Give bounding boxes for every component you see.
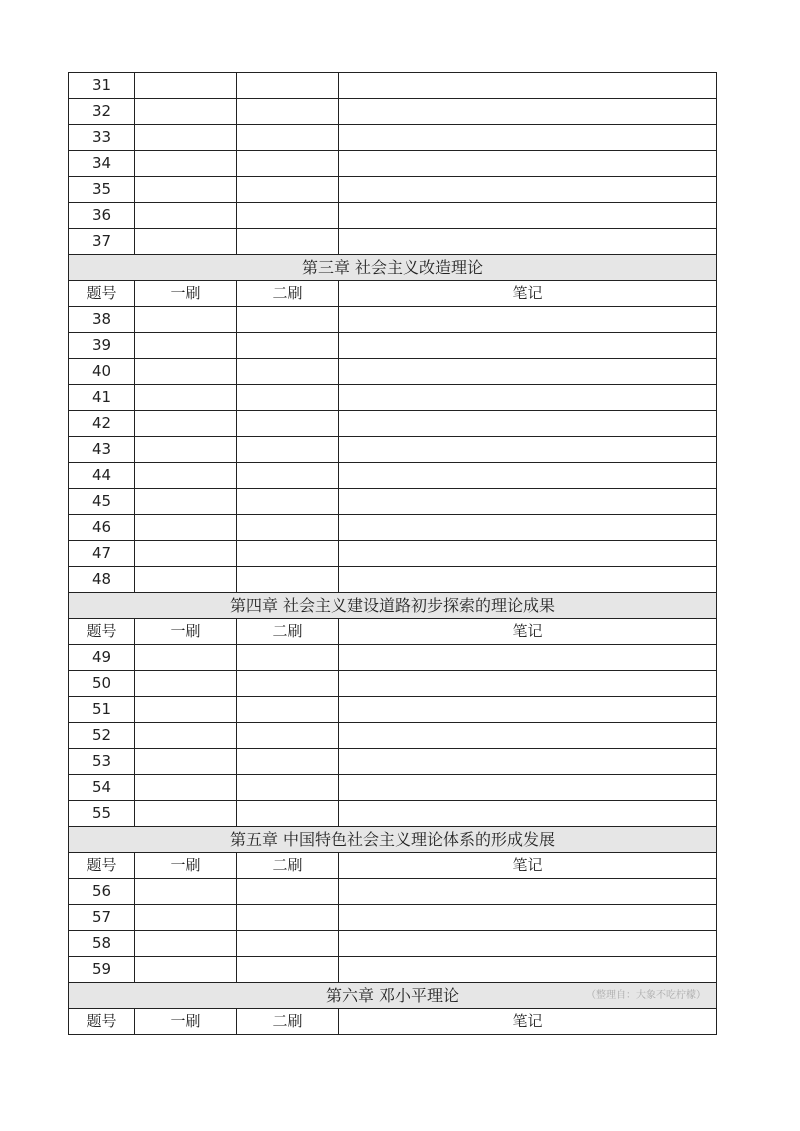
question-number: 43	[69, 437, 135, 463]
question-number: 31	[69, 73, 135, 99]
question-number: 52	[69, 723, 135, 749]
question-number: 34	[69, 151, 135, 177]
question-row	[69, 541, 717, 567]
question-number: 41	[69, 385, 135, 411]
first-pass-cell[interactable]	[135, 437, 237, 463]
chapter-title: 第五章 中国特色社会主义理论体系的形成发展	[69, 827, 717, 853]
notes-cell[interactable]	[339, 151, 717, 177]
first-pass-cell[interactable]	[135, 567, 237, 593]
first-pass-cell[interactable]	[135, 775, 237, 801]
question-row	[69, 125, 717, 151]
notes-cell[interactable]	[339, 697, 717, 723]
notes-cell[interactable]	[339, 307, 717, 333]
chapter-heading-row	[69, 827, 717, 853]
notes-cell[interactable]	[339, 879, 717, 905]
header-question-number: 题号	[69, 619, 135, 645]
question-number: 38	[69, 307, 135, 333]
question-row	[69, 437, 717, 463]
header-first-pass: 一刷	[135, 853, 237, 879]
notes-cell[interactable]	[339, 177, 717, 203]
question-row	[69, 411, 717, 437]
question-number: 49	[69, 645, 135, 671]
credit-watermark: （整理自：大象不吃柠檬）	[586, 990, 706, 1001]
notes-cell[interactable]	[339, 905, 717, 931]
question-row	[69, 307, 717, 333]
header-second-pass: 二刷	[237, 1009, 339, 1035]
question-row	[69, 957, 717, 983]
question-number: 36	[69, 203, 135, 229]
header-second-pass: 二刷	[237, 853, 339, 879]
second-pass-cell[interactable]	[237, 99, 339, 125]
second-pass-cell[interactable]	[237, 697, 339, 723]
second-pass-cell[interactable]	[237, 177, 339, 203]
question-number: 45	[69, 489, 135, 515]
question-row	[69, 567, 717, 593]
first-pass-cell[interactable]	[135, 177, 237, 203]
first-pass-cell[interactable]	[135, 645, 237, 671]
question-number: 59	[69, 957, 135, 983]
column-header-row	[69, 1009, 717, 1035]
first-pass-cell[interactable]	[135, 489, 237, 515]
question-row	[69, 931, 717, 957]
question-number: 50	[69, 671, 135, 697]
second-pass-cell[interactable]	[237, 801, 339, 827]
notes-cell[interactable]	[339, 775, 717, 801]
notes-cell[interactable]	[339, 125, 717, 151]
question-row	[69, 801, 717, 827]
question-number: 40	[69, 359, 135, 385]
chapter-heading-row	[69, 255, 717, 281]
chapter-title: 第三章 社会主义改造理论	[69, 255, 717, 281]
second-pass-cell[interactable]	[237, 567, 339, 593]
header-first-pass: 一刷	[135, 1009, 237, 1035]
question-number: 33	[69, 125, 135, 151]
second-pass-cell[interactable]	[237, 411, 339, 437]
first-pass-cell[interactable]	[135, 801, 237, 827]
notes-cell[interactable]	[339, 489, 717, 515]
first-pass-cell[interactable]	[135, 385, 237, 411]
question-number: 35	[69, 177, 135, 203]
question-row	[69, 151, 717, 177]
question-row	[69, 775, 717, 801]
question-row	[69, 645, 717, 671]
second-pass-cell[interactable]	[237, 775, 339, 801]
header-notes: 笔记	[339, 853, 717, 879]
second-pass-cell[interactable]	[237, 437, 339, 463]
first-pass-cell[interactable]	[135, 723, 237, 749]
second-pass-cell[interactable]	[237, 515, 339, 541]
question-row	[69, 879, 717, 905]
second-pass-cell[interactable]	[237, 307, 339, 333]
second-pass-cell[interactable]	[237, 151, 339, 177]
first-pass-cell[interactable]	[135, 229, 237, 255]
question-row	[69, 385, 717, 411]
question-number: 47	[69, 541, 135, 567]
question-number: 44	[69, 463, 135, 489]
first-pass-cell[interactable]	[135, 359, 237, 385]
header-second-pass: 二刷	[237, 281, 339, 307]
first-pass-cell[interactable]	[135, 515, 237, 541]
question-table	[68, 72, 717, 1035]
question-number: 48	[69, 567, 135, 593]
second-pass-cell[interactable]	[237, 229, 339, 255]
question-row	[69, 333, 717, 359]
question-row	[69, 73, 717, 99]
notes-cell[interactable]	[339, 541, 717, 567]
question-row	[69, 515, 717, 541]
question-row	[69, 905, 717, 931]
notes-cell[interactable]	[339, 99, 717, 125]
header-notes: 笔记	[339, 619, 717, 645]
first-pass-cell[interactable]	[135, 879, 237, 905]
notes-cell[interactable]	[339, 411, 717, 437]
second-pass-cell[interactable]	[237, 671, 339, 697]
question-number: 54	[69, 775, 135, 801]
header-first-pass: 一刷	[135, 619, 237, 645]
question-row	[69, 671, 717, 697]
second-pass-cell[interactable]	[237, 359, 339, 385]
first-pass-cell[interactable]	[135, 203, 237, 229]
header-question-number: 题号	[69, 853, 135, 879]
question-number: 57	[69, 905, 135, 931]
second-pass-cell[interactable]	[237, 645, 339, 671]
column-header-row	[69, 853, 717, 879]
column-header-row	[69, 619, 717, 645]
second-pass-cell[interactable]	[237, 879, 339, 905]
first-pass-cell[interactable]	[135, 749, 237, 775]
notes-cell[interactable]	[339, 203, 717, 229]
first-pass-cell[interactable]	[135, 307, 237, 333]
chapter-heading-row	[69, 593, 717, 619]
second-pass-cell[interactable]	[237, 489, 339, 515]
notes-cell[interactable]	[339, 801, 717, 827]
header-question-number: 题号	[69, 281, 135, 307]
first-pass-cell[interactable]	[135, 931, 237, 957]
question-number: 55	[69, 801, 135, 827]
header-question-number: 题号	[69, 1009, 135, 1035]
header-notes: 笔记	[339, 1009, 717, 1035]
chapter-title: 第六章 邓小平理论 （整理自：大象不吃柠檬）	[69, 983, 717, 1009]
second-pass-cell[interactable]	[237, 73, 339, 99]
first-pass-cell[interactable]	[135, 99, 237, 125]
second-pass-cell[interactable]	[237, 749, 339, 775]
header-first-pass: 一刷	[135, 281, 237, 307]
question-row	[69, 99, 717, 125]
header-notes: 笔记	[339, 281, 717, 307]
notes-cell[interactable]	[339, 437, 717, 463]
question-row	[69, 489, 717, 515]
first-pass-cell[interactable]	[135, 333, 237, 359]
first-pass-cell[interactable]	[135, 671, 237, 697]
first-pass-cell[interactable]	[135, 151, 237, 177]
first-pass-cell[interactable]	[135, 697, 237, 723]
second-pass-cell[interactable]	[237, 905, 339, 931]
question-row	[69, 749, 717, 775]
second-pass-cell[interactable]	[237, 723, 339, 749]
notes-cell[interactable]	[339, 515, 717, 541]
notes-cell[interactable]	[339, 567, 717, 593]
first-pass-cell[interactable]	[135, 463, 237, 489]
question-number: 56	[69, 879, 135, 905]
question-row	[69, 723, 717, 749]
notes-cell[interactable]	[339, 229, 717, 255]
question-number: 51	[69, 697, 135, 723]
question-row	[69, 359, 717, 385]
notes-cell[interactable]	[339, 931, 717, 957]
question-number: 58	[69, 931, 135, 957]
column-header-row	[69, 281, 717, 307]
question-row	[69, 177, 717, 203]
question-row	[69, 229, 717, 255]
notes-cell[interactable]	[339, 645, 717, 671]
second-pass-cell[interactable]	[237, 541, 339, 567]
question-number: 42	[69, 411, 135, 437]
question-number: 46	[69, 515, 135, 541]
question-row	[69, 203, 717, 229]
notes-cell[interactable]	[339, 333, 717, 359]
second-pass-cell[interactable]	[237, 931, 339, 957]
first-pass-cell[interactable]	[135, 73, 237, 99]
second-pass-cell[interactable]	[237, 333, 339, 359]
first-pass-cell[interactable]	[135, 411, 237, 437]
question-row	[69, 463, 717, 489]
notes-cell[interactable]	[339, 723, 717, 749]
question-number: 32	[69, 99, 135, 125]
notes-cell[interactable]	[339, 385, 717, 411]
question-number: 37	[69, 229, 135, 255]
second-pass-cell[interactable]	[237, 463, 339, 489]
notes-cell[interactable]	[339, 359, 717, 385]
question-row	[69, 697, 717, 723]
table-body	[69, 73, 717, 1035]
notes-cell[interactable]	[339, 957, 717, 983]
first-pass-cell[interactable]	[135, 125, 237, 151]
question-number: 53	[69, 749, 135, 775]
notes-cell[interactable]	[339, 671, 717, 697]
chapter-title: 第四章 社会主义建设道路初步探索的理论成果	[69, 593, 717, 619]
notes-cell[interactable]	[339, 749, 717, 775]
chapter-heading-row	[69, 983, 717, 1009]
notes-cell[interactable]	[339, 463, 717, 489]
second-pass-cell[interactable]	[237, 125, 339, 151]
first-pass-cell[interactable]	[135, 957, 237, 983]
first-pass-cell[interactable]	[135, 541, 237, 567]
study-tracking-sheet	[68, 72, 716, 1035]
first-pass-cell[interactable]	[135, 905, 237, 931]
header-second-pass: 二刷	[237, 619, 339, 645]
second-pass-cell[interactable]	[237, 203, 339, 229]
second-pass-cell[interactable]	[237, 385, 339, 411]
second-pass-cell[interactable]	[237, 957, 339, 983]
notes-cell[interactable]	[339, 73, 717, 99]
question-number: 39	[69, 333, 135, 359]
